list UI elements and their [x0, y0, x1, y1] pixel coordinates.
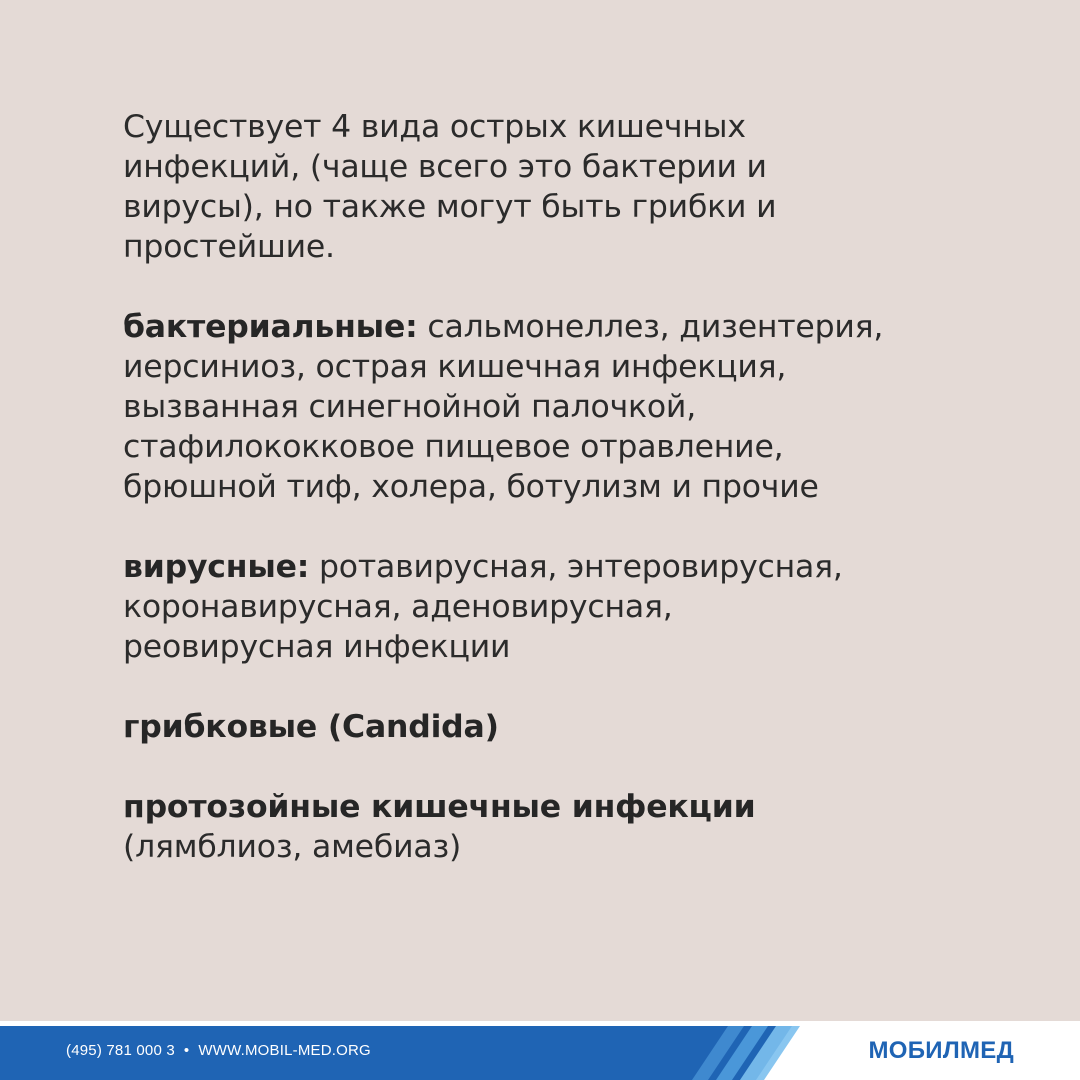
bacterial-line: стафилококковое пищевое отравление,	[123, 429, 784, 465]
protozoal-paragraph	[123, 787, 983, 867]
intro-line: вирусы), но также могут быть грибки и	[123, 189, 777, 225]
bacterial-text: сальмонеллез, дизентерия,	[417, 309, 884, 345]
viral-text: ротавирусная, энтеровирусная,	[309, 549, 843, 585]
intro-line: простейшие.	[123, 229, 335, 265]
protozoal-label: протозойные кишечные инфекции	[123, 789, 756, 825]
phone-number[interactable]: (495) 781 000 3	[66, 1042, 175, 1059]
footer-bar	[0, 1021, 1080, 1080]
bacterial-label: бактериальные:	[123, 309, 418, 345]
bacterial-paragraph	[123, 307, 983, 507]
fungal-paragraph	[123, 707, 983, 747]
article-text	[123, 107, 983, 907]
footer-contacts	[66, 1041, 371, 1061]
bacterial-line: вызванная синегнойной палочкой,	[123, 389, 697, 425]
bacterial-line: иерсиниоз, острая кишечная инфекция,	[123, 349, 787, 385]
brand-logo: МОБИЛМЕД	[868, 1037, 1014, 1064]
intro-line: инфекций, (чаще всего это бактерии и	[123, 149, 767, 185]
bacterial-line: брюшной тиф, холера, ботулизм и прочие	[123, 469, 819, 505]
viral-label: вирусные:	[123, 549, 310, 585]
viral-first-line	[123, 547, 983, 587]
website-link[interactable]: WWW.MOBIL-MED.ORG	[198, 1042, 371, 1059]
intro-line: Существует 4 вида острых кишечных	[123, 109, 746, 145]
protozoal-line: (лямблиоз, амебиаз)	[123, 829, 462, 865]
viral-line: коронавирусная, аденовирусная,	[123, 589, 673, 625]
fungal-label: грибковые (Candida)	[123, 709, 499, 745]
bacterial-first-line	[123, 307, 983, 347]
viral-line: реовирусная инфекции	[123, 629, 511, 665]
separator-dot: •	[183, 1042, 190, 1059]
viral-paragraph	[123, 547, 983, 667]
intro-paragraph	[123, 107, 983, 267]
